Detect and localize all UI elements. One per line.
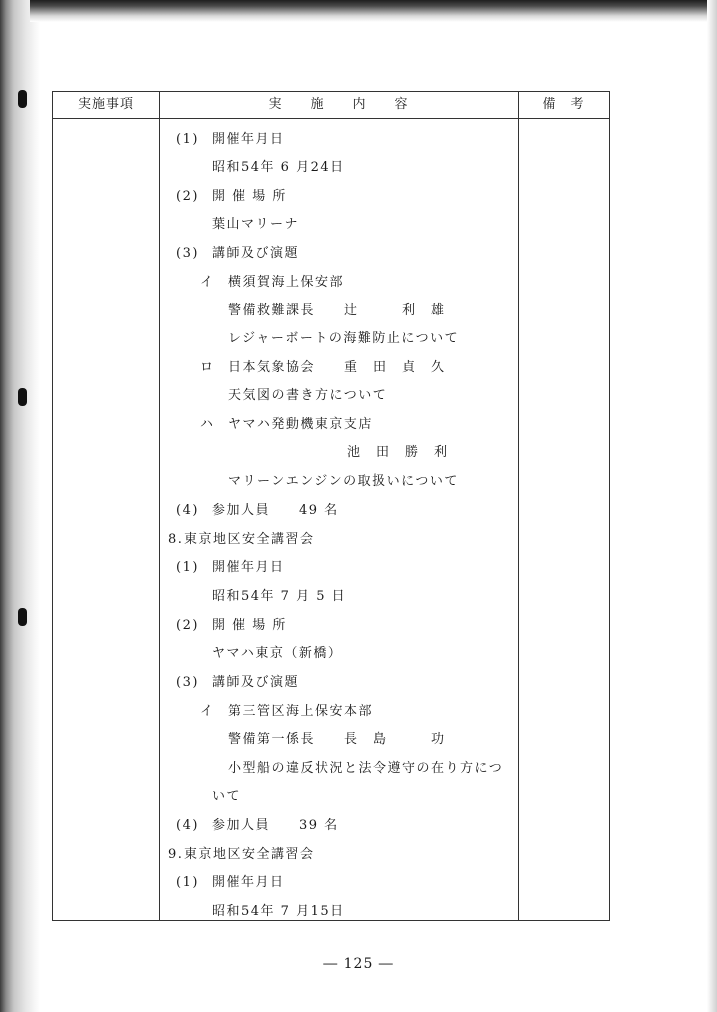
line-marker: イ: [200, 275, 215, 290]
line-text: 昭和54年 7 月 5 日: [212, 589, 347, 604]
content-line: [228, 384, 387, 403]
content-line: [176, 871, 285, 890]
content-line: [228, 470, 459, 489]
line-text: 池 田 勝 利: [347, 445, 449, 460]
line-text: マリーンエンジンの取扱いについて: [228, 474, 459, 489]
header-implementation-content: 実 施 内 容: [268, 97, 409, 112]
content-line: [228, 728, 446, 747]
content-line: [212, 213, 299, 232]
line-marker: (2): [176, 618, 199, 633]
line-text: ヤマハ東京（新橋）: [212, 646, 343, 661]
line-text: 昭和54年 7 月15日: [212, 904, 345, 919]
line-marker: ロ: [200, 360, 215, 375]
content-line: [176, 814, 339, 833]
line-marker: ハ: [200, 417, 215, 432]
line-marker: 9.: [168, 847, 184, 862]
content-line: [176, 242, 299, 261]
line-marker: (1): [176, 132, 199, 147]
line-text: レジャーボートの海難防止について: [228, 331, 460, 346]
content-line: [168, 843, 315, 862]
binding-hole: [18, 388, 27, 406]
line-text: 警備第一係長 長 島 功: [228, 732, 446, 747]
page-top-shadow: [30, 0, 717, 22]
line-text: 葉山マリーナ: [212, 217, 300, 232]
line-text: 開催年月日: [212, 875, 285, 890]
line-text: 小型船の違反状況と法令遵守の在り方につ: [228, 761, 504, 776]
content-line: [168, 528, 315, 547]
content-line: [228, 327, 459, 346]
header-remarks: 備 考: [542, 97, 585, 112]
line-marker: (1): [176, 560, 199, 575]
content-line: [200, 356, 446, 375]
line-text: 東京地区安全講習会: [184, 847, 315, 862]
line-text: 開催年月日: [212, 132, 285, 147]
header-implementation-item: 実施事項: [77, 97, 134, 112]
page-number: ― 125 ―: [323, 956, 394, 972]
line-marker: (4): [176, 818, 199, 833]
content-line: [176, 128, 285, 147]
content-line: [176, 499, 339, 518]
line-text: 参加人員 39 名: [212, 818, 339, 833]
column-divider: [518, 92, 519, 920]
content-line: [347, 441, 449, 460]
content-line: [228, 299, 446, 318]
content-line: [200, 700, 373, 719]
line-text: 日本気象協会 重 田 貞 久: [228, 360, 446, 375]
line-text: 第三管区海上保安本部: [228, 704, 374, 719]
binding-hole: [18, 90, 27, 108]
content-line: [212, 585, 346, 604]
line-text: 東京地区安全講習会: [184, 532, 315, 547]
line-marker: 8.: [168, 532, 184, 547]
content-line: [200, 271, 344, 290]
header-divider: [53, 118, 609, 119]
line-text: ヤマハ発動機東京支店: [228, 417, 373, 432]
content-line: [212, 900, 345, 919]
line-marker: (3): [176, 675, 199, 690]
line-text: 開 催 場 所: [212, 189, 287, 204]
content-line: [176, 671, 299, 690]
line-marker: イ: [200, 704, 215, 719]
content-line: [176, 556, 285, 575]
line-text: 横須賀海上保安部: [228, 275, 345, 290]
line-text: 昭和54年 6 月24日: [212, 160, 345, 175]
line-text: 講師及び演題: [212, 246, 300, 261]
content-line: [200, 413, 373, 432]
line-marker: (1): [176, 875, 199, 890]
line-text: いて: [212, 789, 242, 804]
content-line: [176, 614, 287, 633]
content-line: [212, 156, 345, 175]
content-line: [228, 757, 503, 776]
line-text: 開催年月日: [212, 560, 285, 575]
page-right-shadow: [707, 0, 717, 1012]
content-line: [212, 785, 241, 804]
line-text: 参加人員 49 名: [212, 503, 339, 518]
line-text: 天気図の書き方について: [228, 388, 388, 403]
line-text: 講師及び演題: [212, 675, 300, 690]
line-marker: (3): [176, 246, 199, 261]
content-line: [176, 185, 287, 204]
content-line: [212, 642, 342, 661]
line-marker: (2): [176, 189, 199, 204]
binding-shadow: [0, 0, 40, 1012]
line-text: 開 催 場 所: [212, 618, 287, 633]
line-text: 警備救難課長 辻 利 雄: [228, 303, 446, 318]
line-marker: (4): [176, 503, 199, 518]
binding-hole: [18, 608, 27, 626]
column-divider: [159, 92, 160, 920]
